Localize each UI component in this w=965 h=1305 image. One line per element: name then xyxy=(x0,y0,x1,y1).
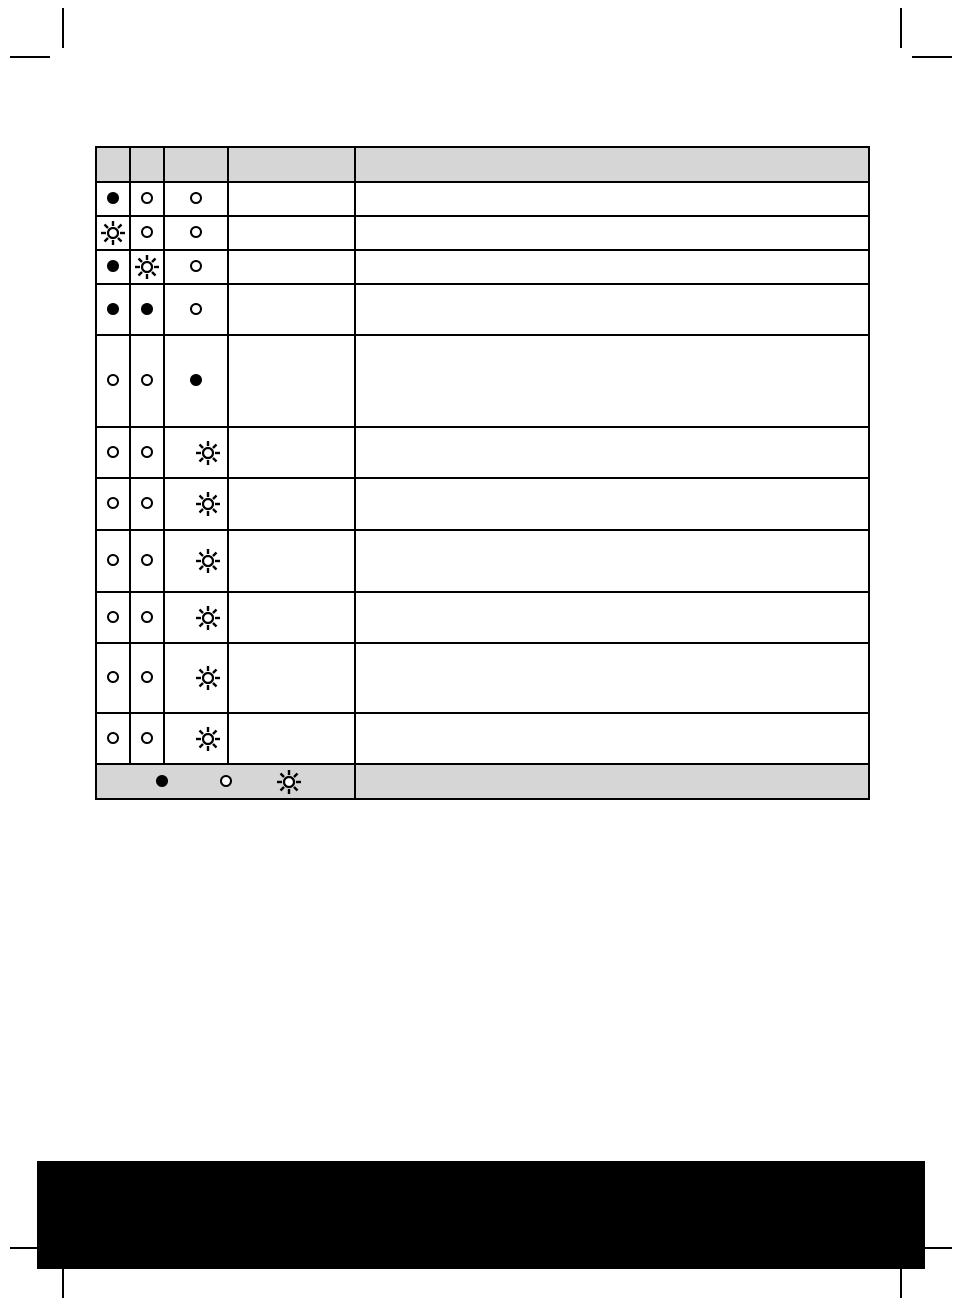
led-cell-1 xyxy=(96,250,130,284)
legend-symbols xyxy=(96,764,355,799)
led-off-icon xyxy=(141,374,153,386)
led-cell-1 xyxy=(96,216,130,250)
led-off-icon xyxy=(190,226,202,238)
crop-mark xyxy=(10,56,50,58)
led-cell-2 xyxy=(130,250,164,284)
led-blink-icon xyxy=(195,605,221,631)
state-cell xyxy=(228,713,355,764)
table-row xyxy=(96,643,869,713)
led-cell-2 xyxy=(130,713,164,764)
led-off-icon xyxy=(107,497,119,509)
led-cell-2 xyxy=(130,530,164,592)
table-row xyxy=(96,335,869,427)
state-cell xyxy=(228,530,355,592)
description-cell xyxy=(355,335,869,427)
state-cell xyxy=(228,643,355,713)
led-blink-icon xyxy=(195,440,221,466)
led-cell-1 xyxy=(96,427,130,478)
led-off-icon xyxy=(190,303,202,315)
led-off-icon xyxy=(141,497,153,509)
description-cell xyxy=(355,713,869,764)
led-cell-1 xyxy=(96,592,130,643)
led-cell-3 xyxy=(164,182,228,216)
header-led1 xyxy=(96,147,130,182)
led-off-icon xyxy=(141,732,153,744)
table-row xyxy=(96,530,869,592)
led-on-icon xyxy=(141,303,153,315)
led-cell-3 xyxy=(164,643,228,713)
led-cell-3 xyxy=(164,427,228,478)
table-row xyxy=(96,478,869,530)
led-cell-1 xyxy=(96,182,130,216)
led-off-icon xyxy=(190,260,202,272)
led-off-icon xyxy=(107,374,119,386)
crop-mark xyxy=(62,8,64,48)
description-cell xyxy=(355,182,869,216)
led-cell-1 xyxy=(96,478,130,530)
led-off-icon xyxy=(107,611,119,623)
led-off-icon xyxy=(107,554,119,566)
led-off-icon xyxy=(220,775,232,787)
crop-mark xyxy=(912,56,952,58)
led-cell-2 xyxy=(130,478,164,530)
led-off-icon xyxy=(141,226,153,238)
led-blink-icon xyxy=(195,665,221,691)
led-off-icon xyxy=(107,732,119,744)
description-cell xyxy=(355,284,869,335)
legend-row xyxy=(96,764,869,799)
led-cell-1 xyxy=(96,335,130,427)
legend-text xyxy=(355,764,869,799)
led-blink-icon xyxy=(134,254,160,280)
led-cell-2 xyxy=(130,592,164,643)
crop-mark xyxy=(900,8,902,48)
table-row xyxy=(96,427,869,478)
state-cell xyxy=(228,592,355,643)
led-cell-2 xyxy=(130,216,164,250)
led-cell-1 xyxy=(96,713,130,764)
led-off-icon xyxy=(190,192,202,204)
led-cell-3 xyxy=(164,335,228,427)
header-led3 xyxy=(164,147,228,182)
led-blink-icon xyxy=(276,769,302,795)
header-state xyxy=(228,147,355,182)
led-cell-3 xyxy=(164,216,228,250)
led-off-icon xyxy=(107,671,119,683)
led-blink-icon xyxy=(195,548,221,574)
table-row xyxy=(96,216,869,250)
footer-bar xyxy=(37,1161,925,1269)
table-row xyxy=(96,592,869,643)
led-on-icon xyxy=(156,775,168,787)
led-cell-2 xyxy=(130,182,164,216)
description-cell xyxy=(355,478,869,530)
state-cell xyxy=(228,284,355,335)
state-cell xyxy=(228,182,355,216)
led-cell-3 xyxy=(164,713,228,764)
description-cell xyxy=(355,427,869,478)
state-cell xyxy=(228,427,355,478)
led-on-icon xyxy=(190,374,202,386)
led-cell-1 xyxy=(96,530,130,592)
description-cell xyxy=(355,216,869,250)
led-blink-icon xyxy=(100,220,126,246)
table-row xyxy=(96,284,869,335)
led-cell-1 xyxy=(96,284,130,335)
state-cell xyxy=(228,216,355,250)
led-off-icon xyxy=(141,192,153,204)
description-cell xyxy=(355,250,869,284)
led-cell-3 xyxy=(164,284,228,335)
led-off-icon xyxy=(141,611,153,623)
led-cell-3 xyxy=(164,478,228,530)
led-off-icon xyxy=(107,446,119,458)
led-blink-icon xyxy=(195,491,221,517)
led-cell-2 xyxy=(130,284,164,335)
led-status-table xyxy=(95,146,870,800)
led-on-icon xyxy=(107,192,119,204)
led-blink-icon xyxy=(195,726,221,752)
led-cell-2 xyxy=(130,427,164,478)
led-off-icon xyxy=(141,446,153,458)
led-cell-3 xyxy=(164,530,228,592)
led-on-icon xyxy=(107,303,119,315)
table-row xyxy=(96,250,869,284)
description-cell xyxy=(355,592,869,643)
description-cell xyxy=(355,643,869,713)
state-cell xyxy=(228,335,355,427)
header-description xyxy=(355,147,869,182)
led-cell-1 xyxy=(96,643,130,713)
led-cell-2 xyxy=(130,335,164,427)
header-led2 xyxy=(130,147,164,182)
state-cell xyxy=(228,478,355,530)
description-cell xyxy=(355,530,869,592)
table-row xyxy=(96,713,869,764)
table-header-row xyxy=(96,147,869,182)
led-cell-3 xyxy=(164,592,228,643)
led-on-icon xyxy=(107,260,119,272)
led-off-icon xyxy=(141,554,153,566)
table-row xyxy=(96,182,869,216)
led-off-icon xyxy=(141,671,153,683)
state-cell xyxy=(228,250,355,284)
led-cell-2 xyxy=(130,643,164,713)
table-body xyxy=(96,182,869,764)
led-cell-3 xyxy=(164,250,228,284)
